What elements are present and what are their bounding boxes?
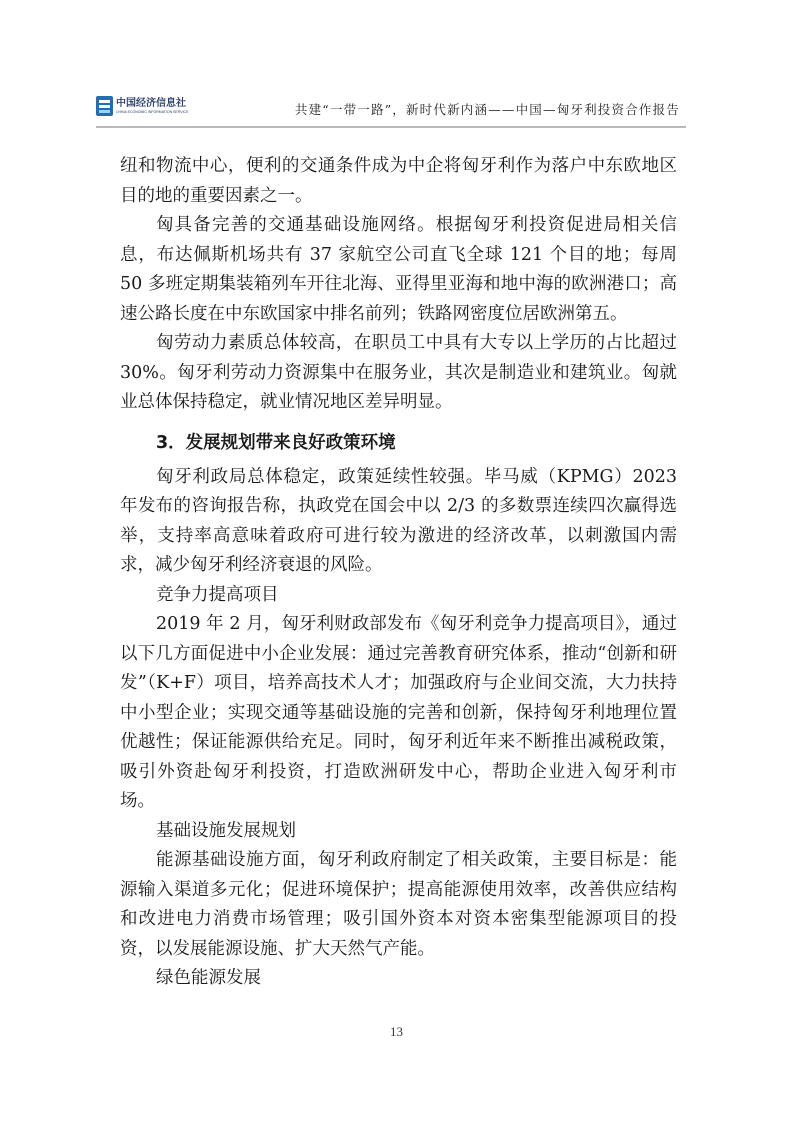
paragraph: 匈具备完善的交通基础设施网络。根据匈牙利投资促进局相关信息，布达佩斯机场共有 37 家航空公司直飞全球 121 个目的地；每周 50 多班定期集装箱列车开往北海、亚得里亚海和地中海的欧洲港口；高速公路长度在中东欧国家中排名前列；铁路网密度位居欧洲第五。 (120, 215, 677, 324)
page-header (96, 94, 686, 128)
publisher-logo (96, 96, 188, 116)
header-divider (96, 126, 686, 128)
paragraph: 匈牙利政局总体稳定，政策延续性较强。毕马威（KPMG）2023 年发布的咨询报告称，执政党在国会中以 2/3 的多数票连续四次赢得选举，支持率高意味着政府可进行较为激进的经济改革，以刺激国内需求，减少匈牙利经济衰退的风险。 (120, 466, 677, 575)
paragraph: 纽和物流中心，便利的交通条件成为中企将匈牙利作为落户中东欧地区目的地的重要因素之一。 (120, 156, 677, 206)
report-title: 共建“一带一路”，新时代新内涵——中国—匈牙利投资合作报告 (294, 102, 680, 117)
subheading: 绿色能源发展 (156, 968, 261, 988)
page-number: 13 (390, 1024, 403, 1039)
paragraph: 匈劳动力素质总体较高，在职员工中具有大专以上学历的占比超过 30%。匈牙利劳动力资源集中在服务业，其次是制造业和建筑业。匈就业总体保持稳定，就业情况地区差异明显。 (120, 333, 677, 412)
subheading: 基础设施发展规划 (156, 820, 296, 841)
subheading: 竞争力提高项目 (156, 584, 279, 605)
section-heading: 3．发展规划带来良好政策环境 (156, 432, 396, 453)
logo-name-en: CHINA ECONOMIC INFORMATION SERVICE (116, 109, 189, 114)
logo-name-cn: 中国经济信息社 (116, 97, 186, 109)
page-body (120, 152, 677, 994)
xinhua-logo-icon (96, 96, 113, 116)
paragraph: 能源基础设施方面，匈牙利政府制定了相关政策，主要目标是：能源输入渠道多元化；促进环境保护；提高能源使用效率，改善供应结构和改进电力消费市场管理；吸引国外资本对资本密集型能源项目的投资，以发展能源设施、扩大天然气产能。 (120, 850, 677, 959)
paragraph: 2019 年 2 月，匈牙利财政部发布《匈牙利竞争力提高项目》，通过以下几方面促进中小企业发展：通过完善教育研究体系，推动“创新和研发”（K+F）项目，培养高技术人才；加强政府与企业间交流，大力扶持中小型企业；实现交通等基础设施的完善和创新，保持匈牙利地理位置优越性；保证能源供给充足。同时，匈牙利近年来不断推出减税政策，吸引外资赴匈牙利投资，打造欧洲研发中心，帮助企业进入匈牙利市场。 (120, 614, 677, 811)
